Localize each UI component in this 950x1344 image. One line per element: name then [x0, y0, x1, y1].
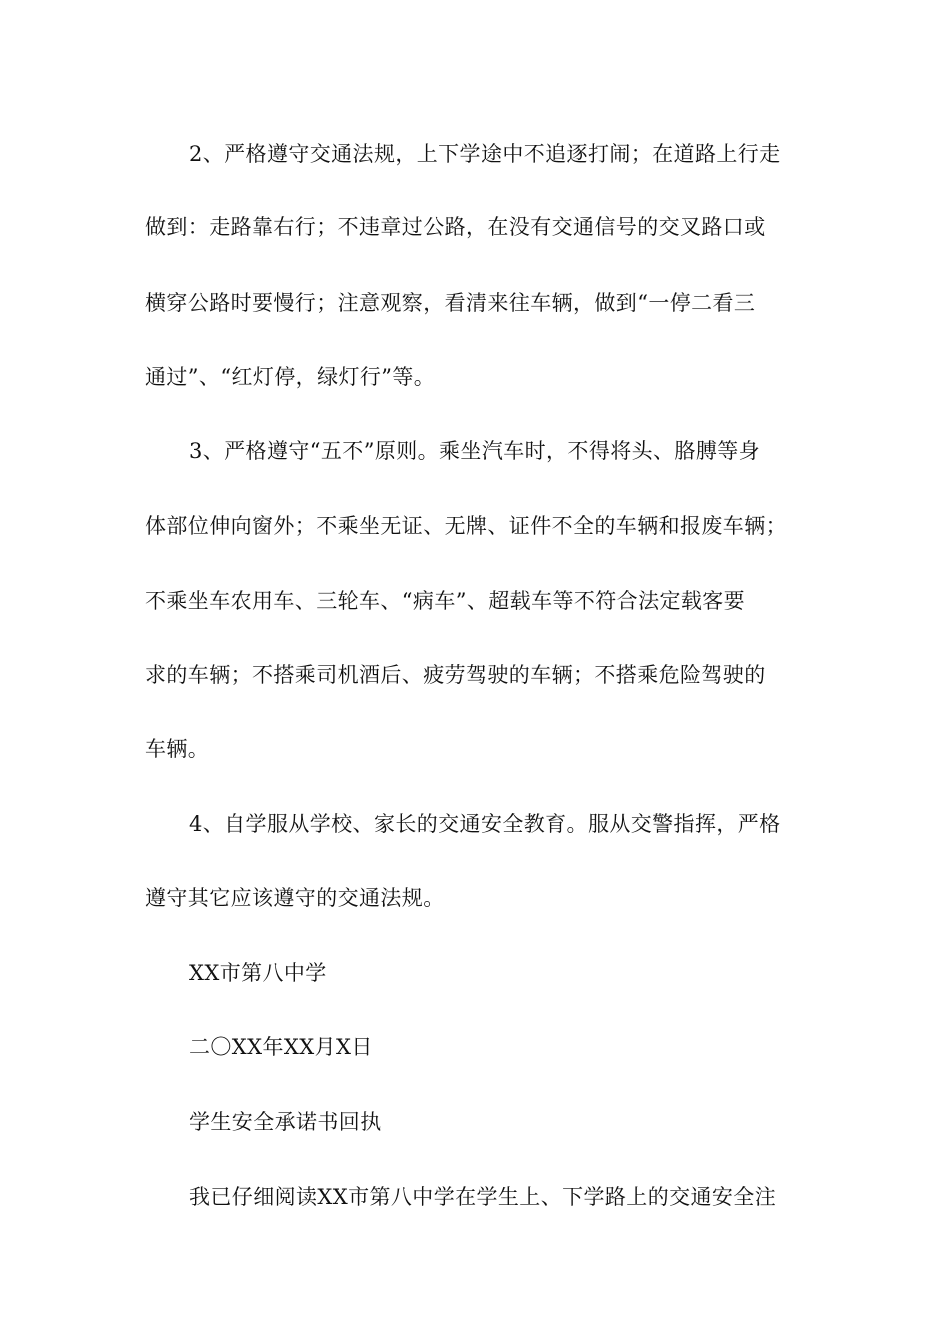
- paragraph-4-line-1: 4、自学服从学校、家长的交通安全教育。服从交警指挥，严格: [189, 812, 781, 836]
- signature-date: 二〇XX年XX月X日: [189, 1035, 373, 1059]
- signature-school: XX市第八中学: [189, 961, 327, 985]
- receipt-line-1: 我已仔细阅读XX市第八中学在学生上、下学路上的交通安全注: [189, 1185, 777, 1209]
- paragraph-3-line-5: 车辆。: [145, 737, 210, 761]
- paragraph-2-line-4: 通过”、“红灯停，绿灯行”等。: [145, 365, 436, 389]
- paragraph-2-line-2: 做到：走路靠右行；不违章过公路，在没有交通信号的交叉路口或: [145, 215, 766, 239]
- paragraph-3-line-3: 不乘坐车农用车、三轮车、“病车”、超载车等不符合法定载客要: [145, 589, 746, 613]
- paragraph-3-line-2: 体部位伸向窗外；不乘坐无证、无牌、证件不全的车辆和报废车辆；: [145, 514, 787, 538]
- receipt-title: 学生安全承诺书回执: [189, 1110, 382, 1134]
- paragraph-3-line-1: 3、严格遵守“五不”原则。乘坐汽车时，不得将头、胳膊等身: [189, 439, 761, 463]
- paragraph-2-line-3: 横穿公路时要慢行；注意观察，看清来往车辆，做到“一停二看三: [145, 291, 756, 315]
- paragraph-4-line-2: 遵守其它应该遵守的交通法规。: [145, 886, 445, 910]
- paragraph-2-line-1: 2、严格遵守交通法规，上下学途中不追逐打闹；在道路上行走: [189, 142, 781, 166]
- paragraph-3-line-4: 求的车辆；不搭乘司机酒后、疲劳驾驶的车辆；不搭乘危险驾驶的: [145, 663, 766, 687]
